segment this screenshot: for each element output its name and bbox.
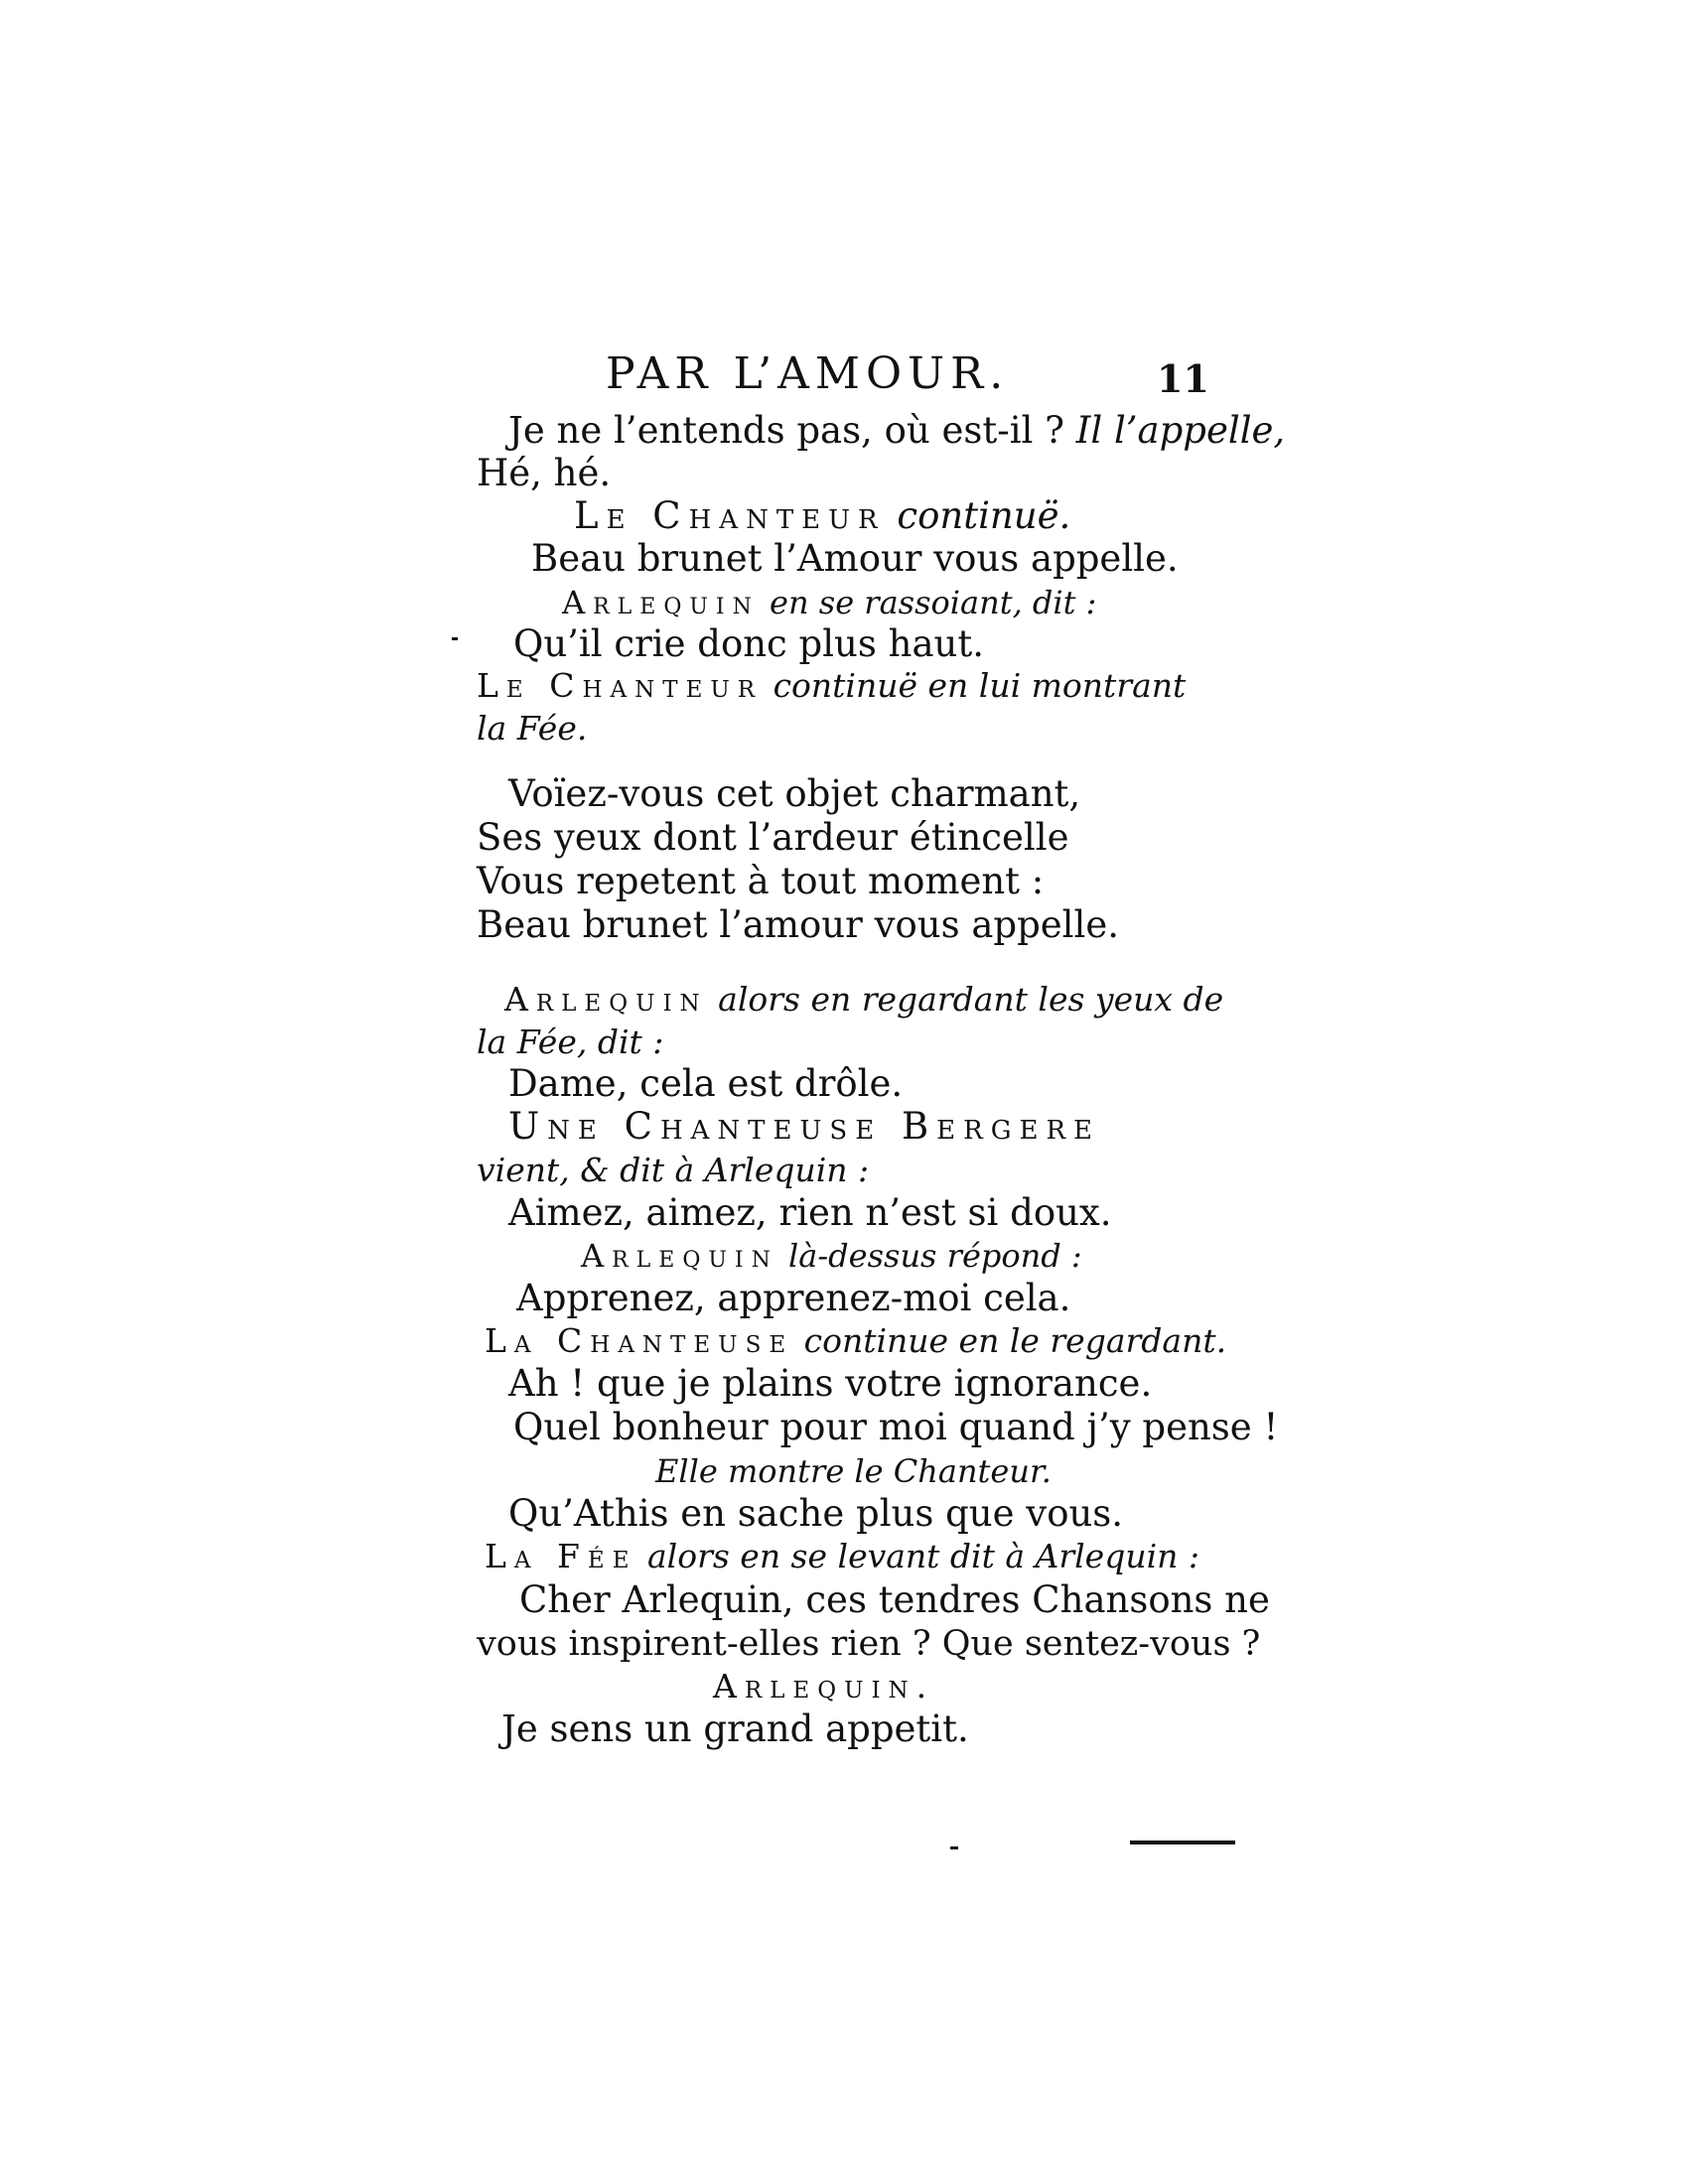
line-text: Je sens un grand appetit. <box>501 1707 969 1750</box>
page-number: 11 <box>1157 356 1209 401</box>
ornament-rule <box>1130 1841 1235 1844</box>
speaker-name: Le Chanteur <box>574 494 886 537</box>
line-text: Qu’Athis en sache plus que vous. <box>508 1492 1124 1535</box>
verse-line <box>477 816 1068 860</box>
verse-line <box>508 772 1080 816</box>
speaker-name: Une Chanteuse Bergere <box>508 1105 1101 1148</box>
line-text: Aimez, aimez, rien n’est si doux. <box>508 1191 1112 1234</box>
text-line <box>508 1362 1152 1406</box>
line-text: Beau brunet l’Amour vous appelle. <box>531 537 1179 580</box>
speaker-line <box>562 581 1096 624</box>
text-line <box>516 1277 1070 1320</box>
line-text: Beau brunet l’amour vous appelle. <box>477 903 1119 946</box>
line-text: Vous repetent à tout moment : <box>477 860 1045 902</box>
text-line <box>477 1149 869 1192</box>
verse-line <box>477 860 1044 903</box>
stage-direction: vient, & dit à Arlequin : <box>477 1151 870 1189</box>
stage-direction: continuë en lui montrant <box>763 666 1187 705</box>
stage-direction: la Fée. <box>477 709 588 748</box>
speaker-line <box>508 1105 1100 1149</box>
verse-line <box>477 903 1119 947</box>
stage-direction: continuë. <box>885 494 1071 537</box>
line-text: vous inspirent-elles rien ? Que sentez-vous ? <box>477 1624 1261 1664</box>
line-text: Qu’il crie donc plus haut. <box>513 622 984 665</box>
speaker-name: Arlequin. <box>713 1667 935 1706</box>
line-text: Quel bonheur pour moi quand j’y pense ! <box>513 1406 1279 1448</box>
running-head-title: PAR L’AMOUR. <box>606 348 1010 399</box>
text-line <box>508 1492 1123 1536</box>
text-line <box>508 1191 1112 1235</box>
line-text: Ah ! que je plains votre ignorance. <box>508 1362 1153 1405</box>
text-line <box>477 1021 663 1064</box>
stage-direction: la Fée, dit : <box>477 1023 664 1061</box>
print-speck <box>452 637 458 640</box>
speaker-line <box>485 1535 1199 1578</box>
speaker-line <box>504 978 1223 1022</box>
line-text: Hé, hé. <box>477 452 612 494</box>
stage-direction: Elle montre le Chanteur. <box>655 1452 1052 1490</box>
text-line <box>477 1622 1260 1666</box>
text-line <box>531 537 1179 581</box>
line-text: Cher Arlequin, ces tendres Chansons ne <box>519 1578 1270 1621</box>
speaker-name: Arlequin <box>581 1237 778 1275</box>
line-text: Je ne l’entends pas, où est-il ? <box>508 409 1076 452</box>
speaker-name: Arlequin <box>562 584 760 621</box>
stage-direction: en se rassoiant, dit : <box>759 584 1097 621</box>
line-text: Dame, cela est drôle. <box>508 1062 904 1105</box>
stage-direction: alors en se levant dit à Arlequin : <box>636 1537 1199 1575</box>
text-line <box>513 622 984 666</box>
print-speck <box>950 1846 958 1849</box>
stage-direction: Il l’appelle, <box>1075 409 1286 452</box>
line-text: Voïez-vous cet objet charmant, <box>508 772 1081 815</box>
speaker-line <box>713 1665 934 1708</box>
line-text: Ses yeux dont l’ardeur étincelle <box>477 816 1069 859</box>
speaker-line <box>581 1234 1082 1278</box>
stage-direction: alors en regardant les yeux de <box>707 980 1224 1019</box>
stage-direction: là-dessus répond : <box>777 1237 1082 1275</box>
speaker-name: La Fée <box>485 1537 637 1575</box>
stage-direction: continue en le regardant. <box>793 1321 1227 1360</box>
speaker-name: Arlequin <box>504 980 708 1019</box>
text-line <box>508 409 1285 453</box>
stage-direction-line <box>655 1449 1052 1493</box>
text-line <box>513 1406 1278 1449</box>
speaker-line <box>574 494 1070 538</box>
text-line <box>519 1578 1270 1622</box>
line-text: Apprenez, apprenez-moi cela. <box>516 1277 1071 1319</box>
speaker-line <box>477 664 1186 708</box>
text-line <box>477 707 587 751</box>
speaker-name: La Chanteuse <box>485 1321 794 1360</box>
text-line <box>501 1707 969 1751</box>
speaker-line <box>485 1319 1226 1363</box>
text-line <box>508 1062 903 1106</box>
text-line <box>477 452 611 495</box>
speaker-name: Le Chanteur <box>477 666 764 705</box>
